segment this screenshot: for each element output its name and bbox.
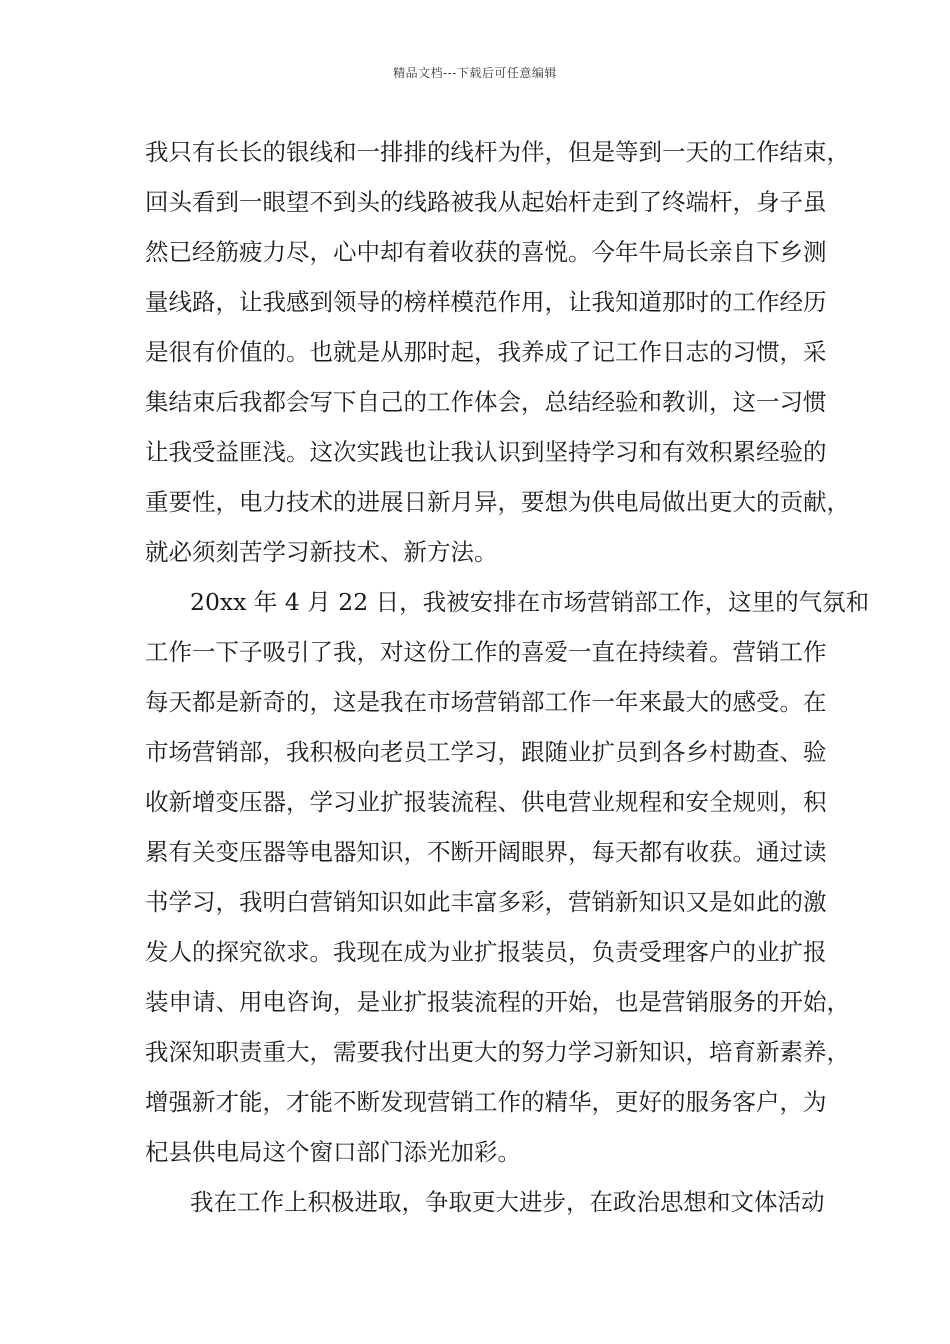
text-line: 集结束后我都会写下自己的工作体会，总结经验和教训，这一习惯 (145, 388, 827, 416)
text-line: 重要性，电力技术的进展日新月异，要想为供电局做出更大的贡献， (145, 488, 850, 516)
text-line: 累有关变压器等电器知识，不断开阔眼界，每天都有收获。通过读 (145, 838, 827, 866)
text-line: 是很有价值的。也就是从那时起，我养成了记工作日志的习惯，采 (145, 338, 827, 366)
text-line: 回头看到一眼望不到头的线路被我从起始杆走到了终端杆，身子虽 (145, 188, 827, 216)
text-line: 量线路，让我感到领导的榜样模范作用，让我知道那时的工作经历 (145, 288, 827, 316)
text-line: 工作一下子吸引了我，对这份工作的喜爱一直在持续着。营销工作 (145, 638, 827, 666)
paragraph-first-line: 我在工作上积极进取，争取更大进步，在政治思想和文体活动 (190, 1188, 825, 1216)
text-line: 收新增变压器，学习业扩报装流程、供电营业规程和安全规则，积 (145, 788, 827, 816)
text-line: 发人的探究欲求。我现在成为业扩报装员，负责受理客户的业扩报 (145, 938, 827, 966)
text-line: 杞县供电局这个窗口部门添光加彩。 (145, 1138, 521, 1166)
page-header: 精品文档---下载后可任意编辑 (393, 66, 557, 80)
text-line: 然已经筋疲力尽，心中却有着收获的喜悦。今年牛局长亲自下乡测 (145, 238, 827, 266)
text-line: 我只有长长的银线和一排排的线杆为伴，但是等到一天的工作结束， (145, 138, 850, 166)
text-line: 让我受益匪浅。这次实践也让我认识到坚持学习和有效积累经验的 (145, 438, 827, 466)
text-line: 每天都是新奇的，这是我在市场营销部工作一年来最大的感受。在 (145, 688, 827, 716)
text-line: 就必须刻苦学习新技术、新方法。 (145, 538, 498, 566)
text-line: 增强新才能，才能不断发现营销工作的精华，更好的服务客户，为 (145, 1088, 827, 1116)
paragraph-first-line: 20xx 年 4 月 22 日，我被安排在市场营销部工作，这里的气氛和 (190, 588, 870, 616)
text-line: 装申请、用电咨询，是业扩报装流程的开始，也是营销服务的开始， (145, 988, 850, 1016)
text-line: 市场营销部，我积极向老员工学习，跟随业扩员到各乡村勘查、验 (145, 738, 827, 766)
text-line: 我深知职责重大，需要我付出更大的努力学习新知识，培育新素养， (145, 1038, 850, 1066)
text-line: 书学习，我明白营销知识如此丰富多彩，营销新知识又是如此的激 (145, 888, 827, 916)
